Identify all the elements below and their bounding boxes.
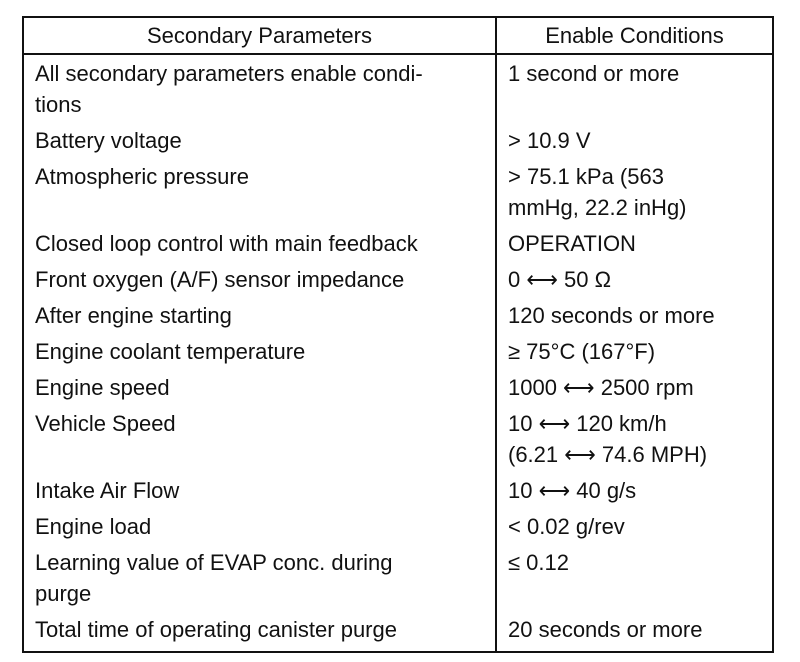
parameter-text: Total time of operating canister purge xyxy=(35,617,397,642)
parameter-cell xyxy=(23,295,496,331)
condition-cell xyxy=(496,120,773,156)
table-row xyxy=(23,331,773,367)
parameter-cell xyxy=(23,367,496,403)
parameter-cell xyxy=(23,609,496,652)
table-header-row xyxy=(23,17,773,54)
table-row xyxy=(23,223,773,259)
condition-text: 1000 ⟷ 2500 rpm xyxy=(508,375,694,400)
table-row xyxy=(23,259,773,295)
parameter-cell xyxy=(23,403,496,470)
parameter-cell xyxy=(23,542,496,609)
condition-cell xyxy=(496,403,773,470)
table-row xyxy=(23,367,773,403)
parameter-cell xyxy=(23,54,496,120)
condition-text: ≤ 0.12 xyxy=(508,550,570,575)
parameter-cell xyxy=(23,331,496,367)
condition-cell xyxy=(496,367,773,403)
parameter-text: Front oxygen (A/F) sensor impedance xyxy=(35,267,405,292)
condition-cell xyxy=(496,54,773,120)
table-row xyxy=(23,156,773,223)
table-row xyxy=(23,542,773,609)
condition-text: 0 ⟷ 50 Ω xyxy=(508,267,612,292)
condition-text: OPERATION xyxy=(508,231,636,256)
condition-cell xyxy=(496,259,773,295)
parameter-text: Battery voltage xyxy=(35,128,182,153)
parameter-text: Intake Air Flow xyxy=(35,478,180,503)
condition-cell xyxy=(496,295,773,331)
table-row xyxy=(23,295,773,331)
parameter-cell xyxy=(23,156,496,223)
condition-cell xyxy=(496,542,773,609)
parameter-cell xyxy=(23,259,496,295)
parameter-text: Engine speed xyxy=(35,375,170,400)
header-secondary-parameters: Secondary Parameters xyxy=(23,17,496,54)
condition-text: 120 seconds or more xyxy=(508,303,715,328)
condition-text: > 10.9 V xyxy=(508,128,591,153)
table-row xyxy=(23,506,773,542)
condition-text: > 75.1 kPa (563 mmHg, 22.2 inHg) xyxy=(508,164,687,220)
header-enable-conditions: Enable Conditions xyxy=(496,17,773,54)
condition-cell xyxy=(496,156,773,223)
condition-text: 1 second or more xyxy=(508,61,680,86)
table-row xyxy=(23,54,773,120)
condition-cell xyxy=(496,223,773,259)
parameter-cell xyxy=(23,470,496,506)
parameter-text: Engine load xyxy=(35,514,152,539)
parameter-text: Learning value of EVAP conc. during purge xyxy=(35,550,393,606)
condition-text: 20 seconds or more xyxy=(508,617,703,642)
parameter-text: All secondary parameters enable condi- tions xyxy=(35,61,423,117)
parameter-text: After engine starting xyxy=(35,303,232,328)
parameter-text: Vehicle Speed xyxy=(35,411,176,436)
parameter-cell xyxy=(23,506,496,542)
condition-cell xyxy=(496,470,773,506)
parameter-text: Atmospheric pressure xyxy=(35,164,249,189)
condition-text: 10 ⟷ 120 km/h (6.21 ⟷ 74.6 MPH) xyxy=(508,411,708,467)
secondary-parameters-table xyxy=(22,16,774,653)
table-row xyxy=(23,403,773,470)
condition-cell xyxy=(496,609,773,652)
condition-text: ≥ 75°C (167°F) xyxy=(508,339,656,364)
condition-text: < 0.02 g/rev xyxy=(508,514,625,539)
parameter-cell xyxy=(23,120,496,156)
parameter-text: Engine coolant temperature xyxy=(35,339,306,364)
table-row xyxy=(23,120,773,156)
parameter-cell xyxy=(23,223,496,259)
table-row xyxy=(23,609,773,652)
condition-cell xyxy=(496,506,773,542)
condition-cell xyxy=(496,331,773,367)
parameter-text: Closed loop control with main feedback xyxy=(35,231,418,256)
condition-text: 10 ⟷ 40 g/s xyxy=(508,478,637,503)
table-row xyxy=(23,470,773,506)
